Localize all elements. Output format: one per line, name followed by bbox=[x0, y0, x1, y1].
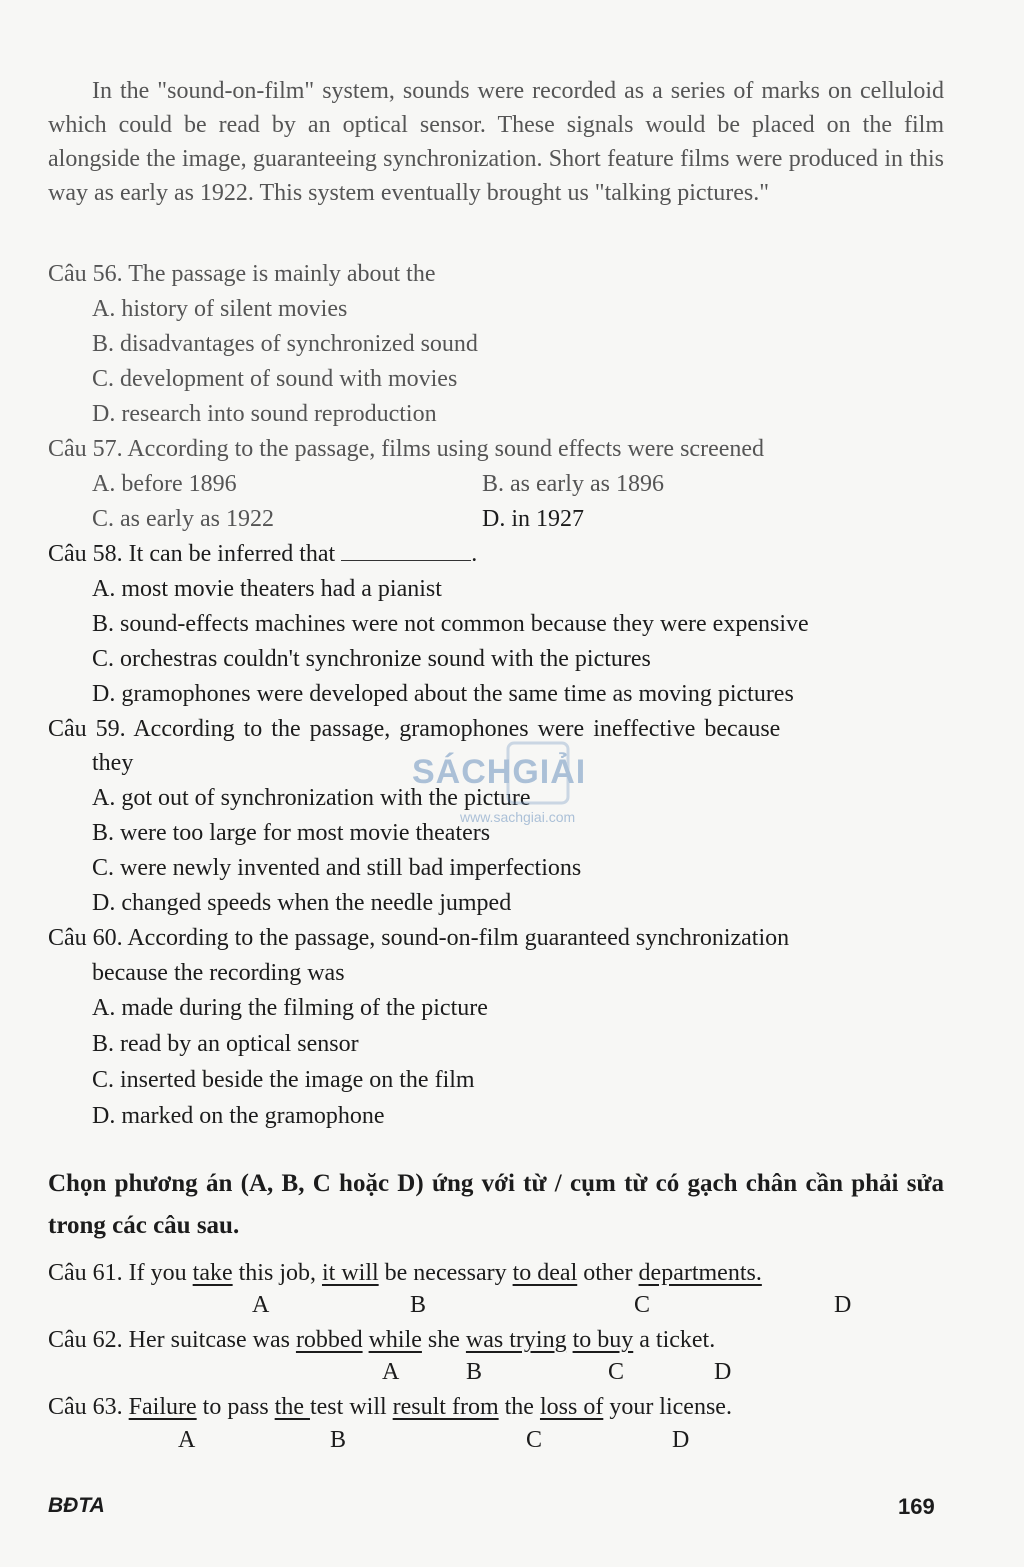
underlined-b: it will bbox=[321, 1260, 379, 1286]
text: be necessary bbox=[378, 1260, 513, 1286]
text: Câu 62. Her suitcase was bbox=[48, 1327, 296, 1353]
question-62-sentence bbox=[48, 1323, 948, 1357]
question-59-option-d: D. changed speeds when the needle jumped bbox=[92, 890, 512, 916]
question-57-option-b: B. as early as 1896 bbox=[482, 471, 664, 497]
question-56-stem: Câu 56. The passage is mainly about the bbox=[48, 261, 436, 287]
question-58-option-a: A. most movie theaters had a pianist bbox=[92, 576, 442, 602]
underlined-d: loss of bbox=[539, 1394, 604, 1420]
text: the bbox=[498, 1394, 540, 1420]
text: other bbox=[577, 1260, 639, 1286]
underlined-d: to buy bbox=[572, 1327, 634, 1353]
question-57-option-c: C. as early as 1922 bbox=[92, 506, 274, 532]
question-58-option-d: D. gramophones were developed about the same time as moving pictures bbox=[92, 681, 794, 707]
underlined-c: to deal bbox=[512, 1260, 578, 1286]
watermark-brand: SÁCHGIẢI bbox=[412, 753, 587, 791]
question-58-stem-end: . bbox=[471, 541, 478, 567]
question-58-stem-text: Câu 58. It can be inferred that bbox=[48, 541, 336, 567]
question-57-option-a: A. before 1896 bbox=[92, 471, 237, 497]
label-d: D bbox=[714, 1359, 732, 1385]
watermark-url: www.sachgiai.com bbox=[460, 809, 576, 825]
text: to pass bbox=[196, 1394, 275, 1420]
question-56-option-a: A. history of silent movies bbox=[92, 296, 348, 322]
question-60-stem: Câu 60. According to the passage, sound-on-film guaranteed synchronization bbox=[48, 925, 790, 951]
underlined-a: take bbox=[192, 1260, 233, 1286]
text: a ticket. bbox=[633, 1327, 716, 1353]
underlined-a: Failure bbox=[128, 1394, 197, 1420]
text: this job, bbox=[232, 1260, 322, 1286]
question-61-sentence bbox=[48, 1256, 948, 1290]
text: she bbox=[421, 1327, 466, 1353]
text: Câu 63. bbox=[48, 1394, 129, 1420]
question-60-option-b: B. read by an optical sensor bbox=[92, 1031, 359, 1057]
question-59-option-c: C. were newly invented and still bad imperfections bbox=[92, 855, 582, 881]
question-59-option-a: A. got out of synchronization with the picture bbox=[92, 785, 531, 811]
question-58-option-c: C. orchestras couldn't synchronize sound with the pictures bbox=[92, 646, 651, 672]
text: your license. bbox=[603, 1394, 732, 1420]
underlined-b: the bbox=[274, 1394, 310, 1420]
question-60-option-c: C. inserted beside the image on the film bbox=[92, 1067, 475, 1093]
footer-book-code: BĐTA bbox=[48, 1494, 105, 1517]
text: test will bbox=[309, 1394, 393, 1420]
question-60-option-a: A. made during the filming of the picture bbox=[92, 995, 488, 1021]
question-59-stem-continued: they bbox=[92, 750, 134, 776]
question-60-stem-continued: because the recording was bbox=[92, 960, 345, 986]
label-a: A bbox=[178, 1427, 196, 1453]
question-58-option-b: B. sound-effects machines were not common because they were expensive bbox=[92, 611, 809, 637]
passage-paragraph: In the "sound-on-film" system, sounds were recorded as a series of marks on celluloid which could be read by an optical sensor. These signals would be placed on the film alongside the image, guaranteeing synchronization. Short feature films were produced in this way as early as 1922. This system eventually brought us "talking pictures." bbox=[48, 78, 944, 206]
question-63-sentence bbox=[48, 1390, 948, 1424]
label-c: C bbox=[634, 1292, 651, 1318]
question-58-stem bbox=[48, 537, 948, 571]
page-number: 169 bbox=[898, 1494, 935, 1519]
label-d: D bbox=[834, 1292, 852, 1318]
question-59-stem: Câu 59. According to the passage, gramophones were ineffective because bbox=[48, 716, 781, 742]
question-56-option-c: C. development of sound with movies bbox=[92, 366, 458, 392]
underlined-c: result from bbox=[392, 1394, 499, 1420]
question-57-stem: Câu 57. According to the passage, films using sound effects were screened bbox=[48, 436, 765, 462]
underlined-d: departments. bbox=[638, 1260, 762, 1286]
text: Câu 61. If you bbox=[48, 1260, 193, 1286]
question-56-option-b: B. disadvantages of synchronized sound bbox=[92, 331, 478, 357]
question-60-option-d: D. marked on the gramophone bbox=[92, 1103, 385, 1129]
label-b: B bbox=[410, 1292, 427, 1318]
label-c: C bbox=[608, 1359, 625, 1385]
label-a: A bbox=[252, 1292, 270, 1318]
label-b: B bbox=[466, 1359, 483, 1385]
watermark bbox=[410, 737, 620, 837]
question-56-option-d: D. research into sound reproduction bbox=[92, 401, 437, 427]
underlined-a: robbed bbox=[295, 1327, 363, 1353]
label-b: B bbox=[330, 1427, 347, 1453]
label-c: C bbox=[526, 1427, 543, 1453]
label-d: D bbox=[672, 1427, 690, 1453]
underlined-b: while bbox=[368, 1327, 422, 1353]
label-a: A bbox=[382, 1359, 400, 1385]
question-57-option-d: D. in 1927 bbox=[482, 506, 584, 532]
question-59-option-b: B. were too large for most movie theaters bbox=[92, 820, 491, 846]
underlined-c: was trying bbox=[465, 1327, 567, 1353]
answer-blank bbox=[341, 540, 471, 561]
section-instruction: Chọn phương án (A, B, C hoặc D) ứng với từ / cụm từ có gạch chân cần phải sửa trong các câu sau. bbox=[48, 1170, 944, 1239]
